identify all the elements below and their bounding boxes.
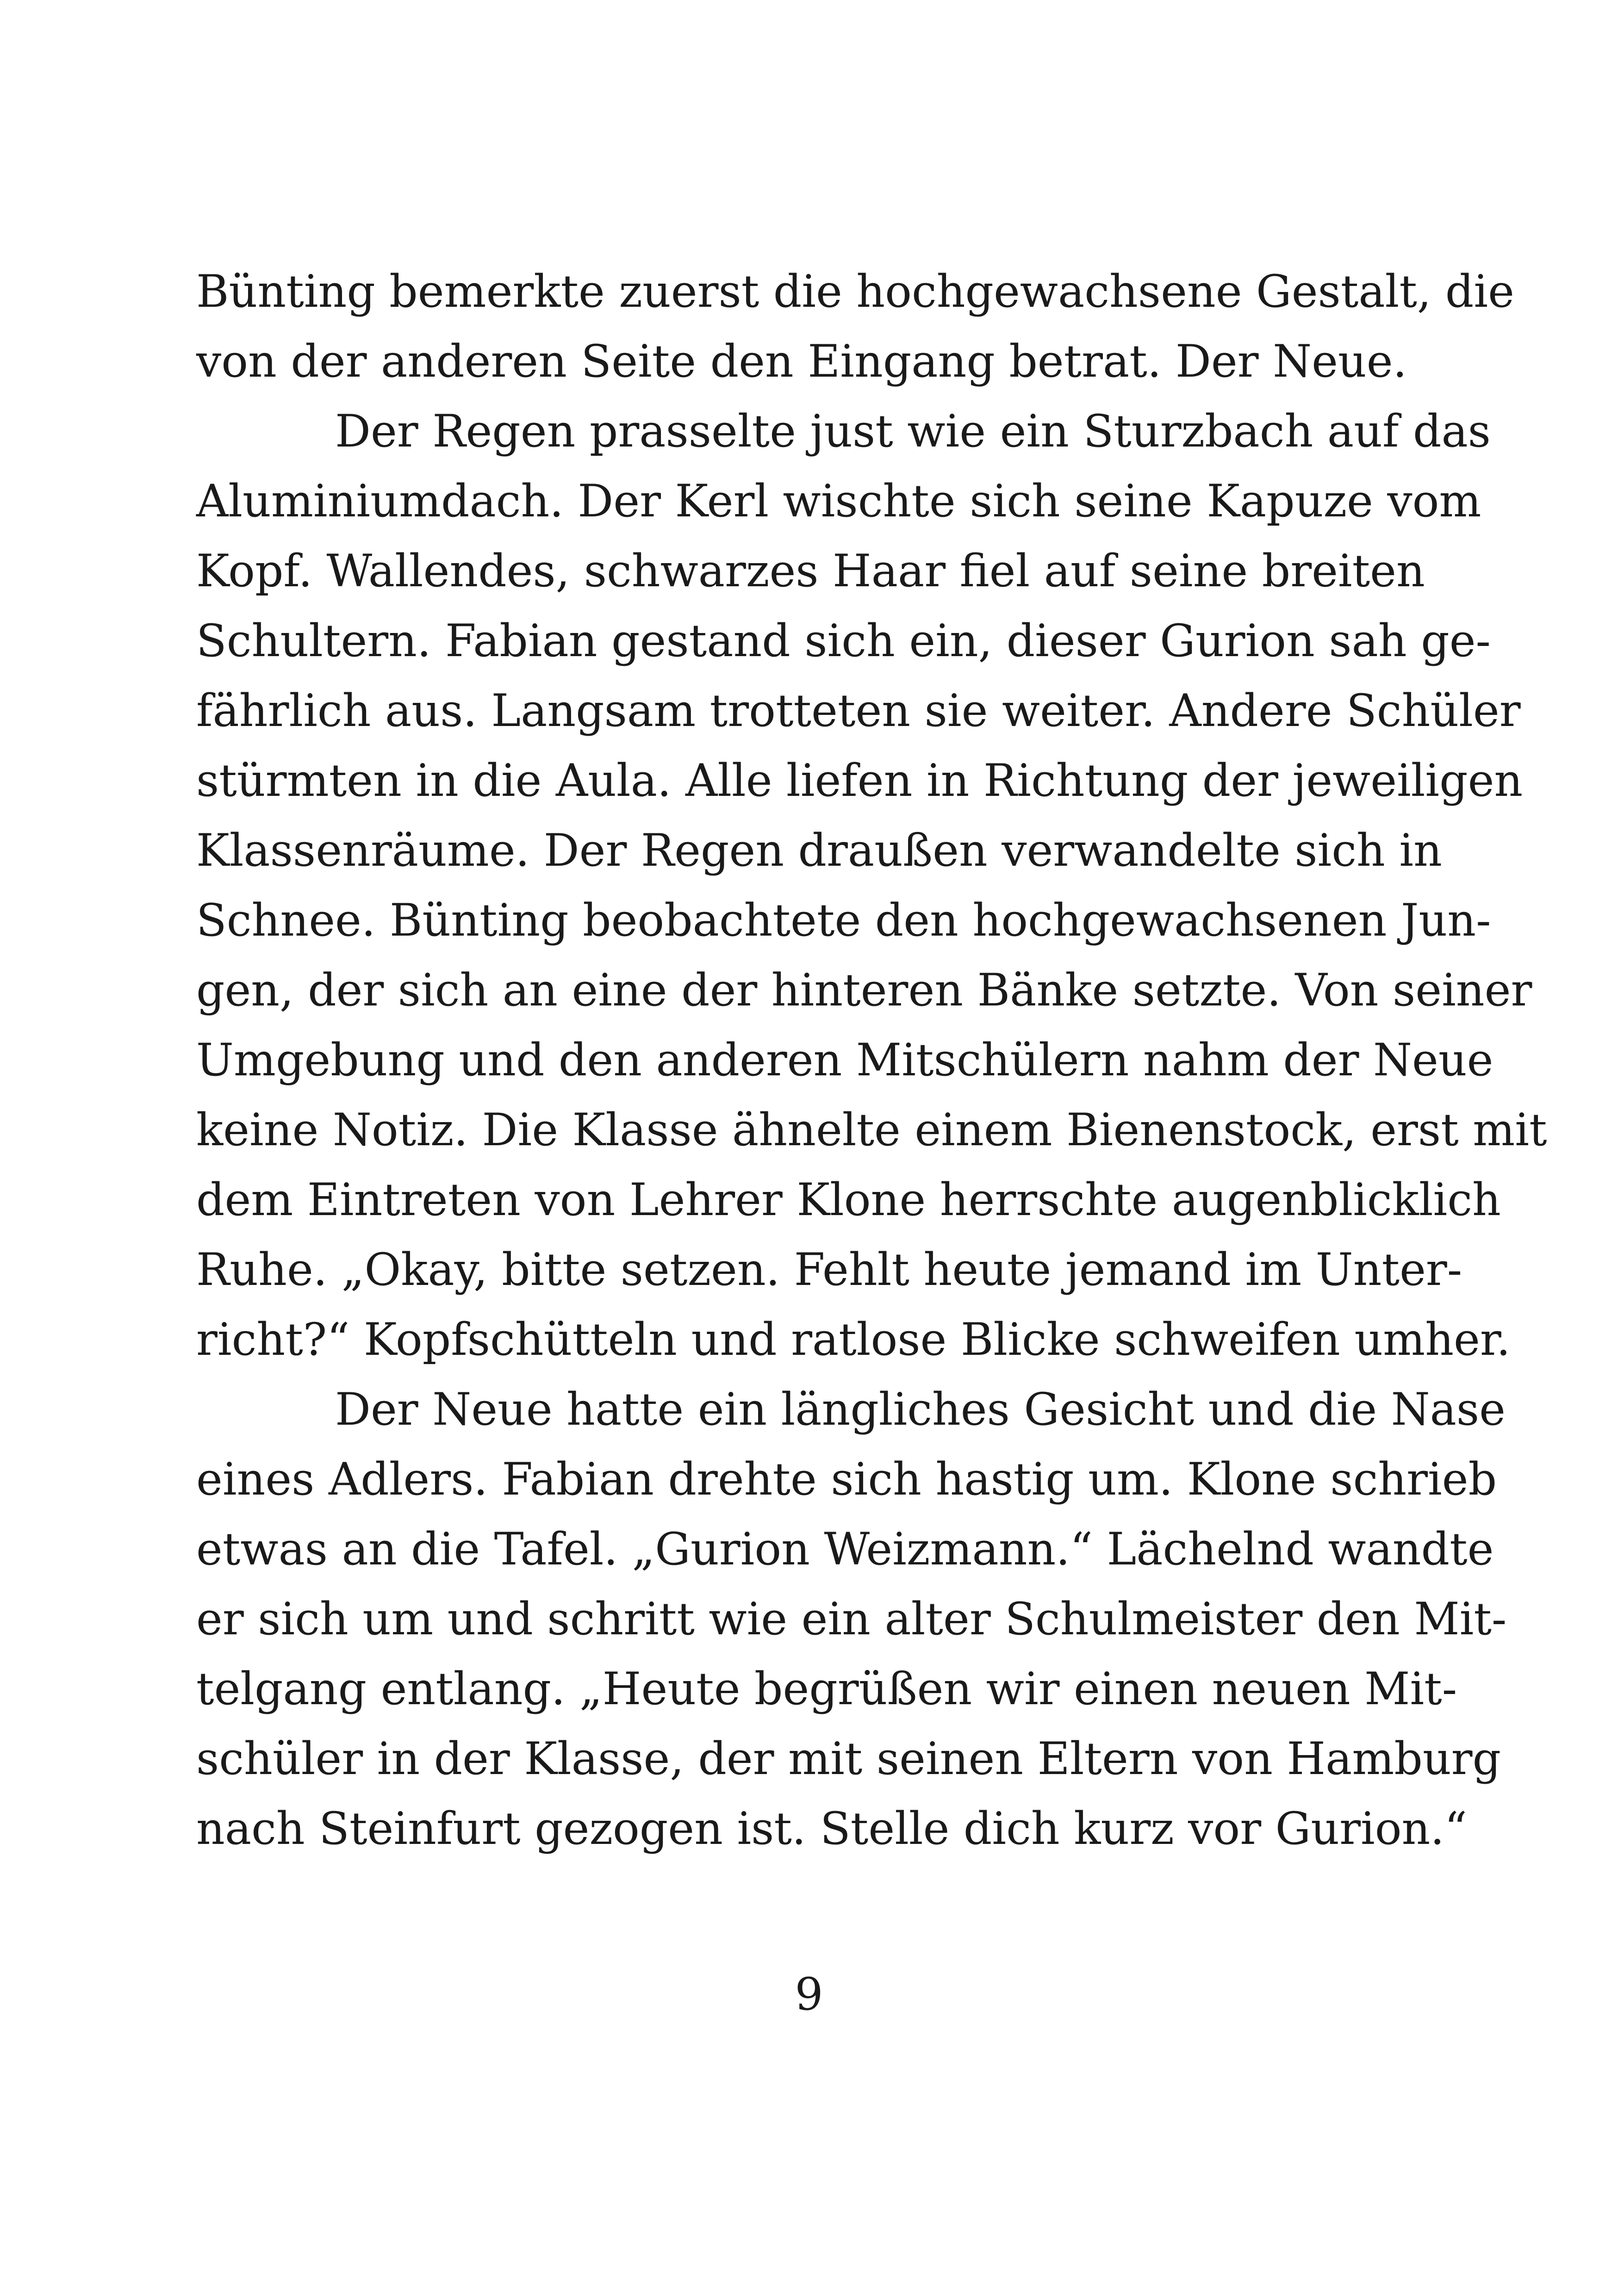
text-line: Schultern. Fabian gestand sich ein, dieser Gurion sah ge- <box>196 615 1491 667</box>
text-line: Klassenräume. Der Regen draußen verwandelte sich in <box>196 825 1442 876</box>
text-line: gen, der sich an eine der hinteren Bänke setzte. Von seiner <box>196 964 1532 1016</box>
text-line: von der anderen Seite den Eingang betrat. Der Neue. <box>196 335 1407 387</box>
text-line: Bünting bemerkte zuerst die hochgewachsene Gestalt, die <box>196 266 1514 317</box>
text-line: er sich um und schritt wie ein alter Schulmeister den Mit- <box>196 1593 1507 1645</box>
text-line: telgang entlang. „Heute begrüßen wir einen neuen Mit- <box>196 1663 1457 1715</box>
text-line: Der Regen prasselte just wie ein Sturzbach auf das <box>335 405 1491 457</box>
body-text <box>196 257 1547 1864</box>
text-line: fährlich aus. Langsam trotteten sie weiter. Andere Schüler <box>196 685 1521 737</box>
page-number: 9 <box>795 1968 823 2020</box>
text-line: keine Notiz. Die Klasse ähnelte einem Bienenstock, erst mit <box>196 1104 1547 1156</box>
text-line: etwas an die Tafel. „Gurion Weizmann.“ Lächelnd wandte <box>196 1523 1494 1575</box>
text-line: stürmten in die Aula. Alle liefen in Richtung der jeweiligen <box>196 755 1523 807</box>
text-line: nach Steinfurt gezogen ist. Stelle dich kurz vor Gurion.“ <box>196 1803 1467 1855</box>
text-line: Umgebung und den anderen Mitschülern nahm der Neue <box>196 1034 1494 1086</box>
text-line: Schnee. Bünting beobachtete den hochgewachsenen Jun- <box>196 894 1491 946</box>
text-line: richt?“ Kopfschütteln und ratlose Blicke schweifen umher. <box>196 1314 1511 1365</box>
text-line: eines Adlers. Fabian drehte sich hastig um. Klone schrieb <box>196 1453 1497 1505</box>
text-line: Kopf. Wallendes, schwarzes Haar fiel auf seine breiten <box>196 545 1425 597</box>
text-line: schüler in der Klasse, der mit seinen Eltern von Hamburg <box>196 1733 1501 1785</box>
text-line: Der Neue hatte ein längliches Gesicht und die Nase <box>335 1384 1506 1435</box>
text-line: Ruhe. „Okay, bitte setzen. Fehlt heute jemand im Unter- <box>196 1244 1462 1296</box>
text-line: dem Eintreten von Lehrer Klone herrschte augenblicklich <box>196 1174 1501 1226</box>
text-line: Aluminiumdach. Der Kerl wischte sich seine Kapuze vom <box>196 475 1481 527</box>
